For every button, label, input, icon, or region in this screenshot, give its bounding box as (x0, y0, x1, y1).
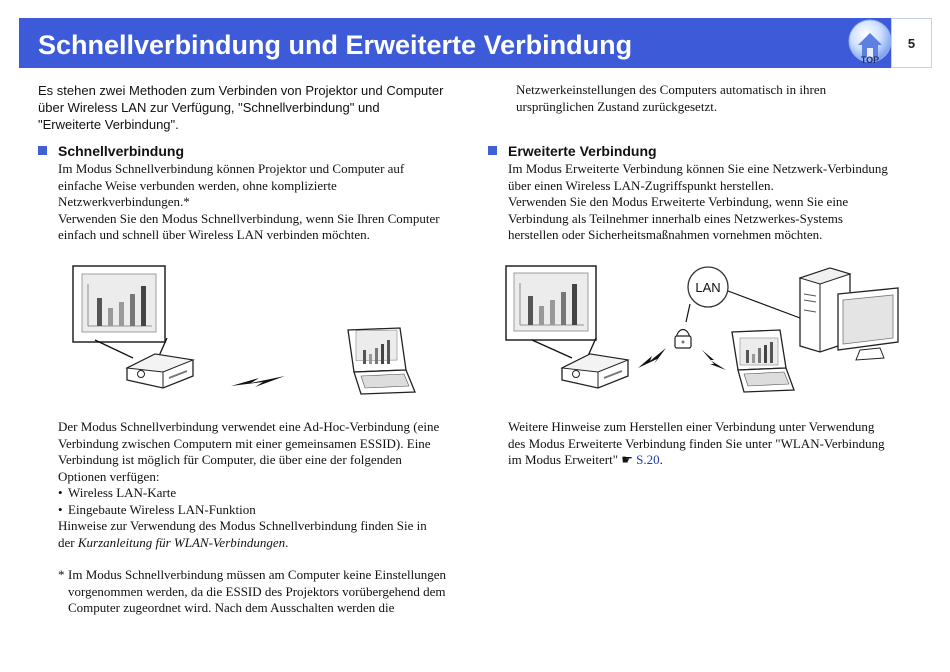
body-line: Optionen verfügen: (58, 468, 160, 484)
hint-reference-line (58, 535, 439, 552)
page-link-s20[interactable]: S.20 (636, 452, 660, 467)
body-line: Verbindung zwischen Computern mit einer gemeinsamen ESSID). Eine (58, 435, 431, 451)
section-quick-connection (38, 143, 440, 244)
section-advanced-connection (488, 143, 888, 244)
body-line: Verwenden Sie den Modus Schnellverbindung, wenn Sie Ihren Computer (58, 210, 440, 226)
footnote-line (58, 567, 446, 584)
quick-connection-illustration (55, 260, 435, 405)
projection-screen-icon (506, 266, 596, 340)
intro-line: Es stehen zwei Methoden zum Verbinden von Projektor und Computer (38, 83, 444, 98)
cross-reference-end: . (659, 452, 663, 467)
manual-reference: Kurzanleitung für WLAN-Verbindungen (77, 534, 286, 550)
footnote-line (58, 600, 446, 617)
footnote-text: vorgenommen werden, da die ESSID des Projektors vorübergehend dem (68, 583, 446, 599)
body-line: einfach und schnell über Wireless LAN verbinden möchten. (58, 227, 370, 242)
projection-screen-icon (73, 266, 165, 342)
intro-paragraph (38, 82, 468, 133)
page-title: Schnellverbindung und Erweiterte Verbindung (38, 30, 633, 60)
cross-reference-line (508, 452, 885, 469)
body-line: Netzwerkverbindungen.* (58, 194, 190, 209)
list-item (58, 485, 439, 502)
continuation-line: Netzwerkeinstellungen des Computers automatisch in ihren (516, 82, 827, 97)
top-button[interactable] (845, 18, 895, 68)
top-label: TOP (860, 55, 880, 65)
footnote-line (58, 584, 446, 601)
footnote (58, 567, 446, 617)
footnote-continuation (516, 82, 826, 115)
page-number: 5 (907, 36, 916, 51)
pointing-hand-icon: ☛ (621, 452, 633, 467)
footnote-text: Computer zugeordnet wird. Nach dem Ausschalten werden die (68, 600, 395, 615)
footnote-text: Im Modus Schnellverbindung müssen am Computer keine Einstellungen (68, 567, 447, 582)
body-line: über einen Wireless LAN-Zugriffspunkt herstellen. (508, 177, 774, 193)
bullet-point: • (58, 501, 63, 517)
laptop-icon (732, 330, 794, 392)
section-heading (38, 143, 440, 161)
body-line: herstellen oder Sicherheitsmaßnahmen vornehmen möchten. (508, 227, 823, 242)
intro-line: über Wireless LAN zur Verfügung, "Schnellverbindung" und (38, 100, 380, 115)
title-bar (19, 18, 845, 68)
body-line: Verwenden Sie den Modus Erweiterte Verbindung, wenn Sie eine (508, 194, 849, 209)
body-line: einfache Weise verbunden werden, ohne komplizierte (58, 177, 337, 193)
section-bullet-icon (38, 146, 47, 155)
access-point-icon (675, 330, 691, 349)
wireless-signal-icon (638, 348, 666, 368)
body-line: Hinweise zur Verwendung des Modus Schnellverbindung finden Sie in (58, 518, 427, 533)
laptop-icon (348, 328, 415, 394)
list-item-text: Eingebaute Wireless LAN-Funktion (68, 501, 256, 517)
wireless-signal-icon (231, 376, 285, 387)
body-line: Im Modus Erweiterte Verbindung können Sie eine Netzwerk-Verbindung (508, 161, 888, 176)
continuation-line: ursprünglichen Zustand zurückgesetzt. (516, 98, 718, 114)
body-line: Der Modus Schnellverbindung verwendet eine Ad-Hoc-Verbindung (eine (58, 419, 440, 434)
footnote-mark: * (58, 567, 65, 582)
section-bullet-icon (488, 146, 497, 155)
page-header (19, 18, 932, 68)
projector-icon (562, 354, 628, 388)
projector-icon (127, 354, 193, 388)
body-line: Weitere Hinweise zum Herstellen einer Verbindung unter Verwendung (508, 419, 875, 434)
bullet-point: • (58, 485, 63, 500)
cross-reference-prefix: im Modus Erweitert" (508, 452, 622, 467)
body-line: Verbindung als Teilnehmer innerhalb eines Netzwerkes-Systems (508, 210, 843, 226)
section-body (508, 161, 888, 244)
body-line: Verbindung ist möglich für Computer, die über eine der folgenden (58, 452, 402, 467)
quick-connection-details (58, 419, 439, 551)
lan-label: LAN (695, 280, 721, 295)
list-item-text: Wireless LAN-Karte (68, 485, 177, 500)
advanced-connection-details (508, 419, 885, 469)
body-line: Im Modus Schnellverbindung können Projektor und Computer auf (58, 161, 405, 176)
section-heading (488, 143, 888, 161)
lan-bubble (688, 267, 728, 307)
section-body (58, 161, 440, 244)
hint-suffix: . (285, 534, 289, 550)
page-number-box (891, 18, 932, 68)
section-title: Erweiterte Verbindung (508, 143, 657, 159)
list-item (58, 502, 439, 519)
section-title: Schnellverbindung (58, 143, 185, 159)
monitor-icon (838, 288, 898, 360)
advanced-connection-illustration (500, 260, 900, 405)
body-line: des Modus Erweiterte Verbindung finden Sie unter "WLAN-Verbindung (508, 435, 885, 451)
top-icon (845, 18, 895, 68)
wireless-signal-icon (702, 350, 726, 370)
hint-prefix: der (58, 534, 78, 550)
intro-line: "Erweiterte Verbindung". (38, 117, 179, 132)
